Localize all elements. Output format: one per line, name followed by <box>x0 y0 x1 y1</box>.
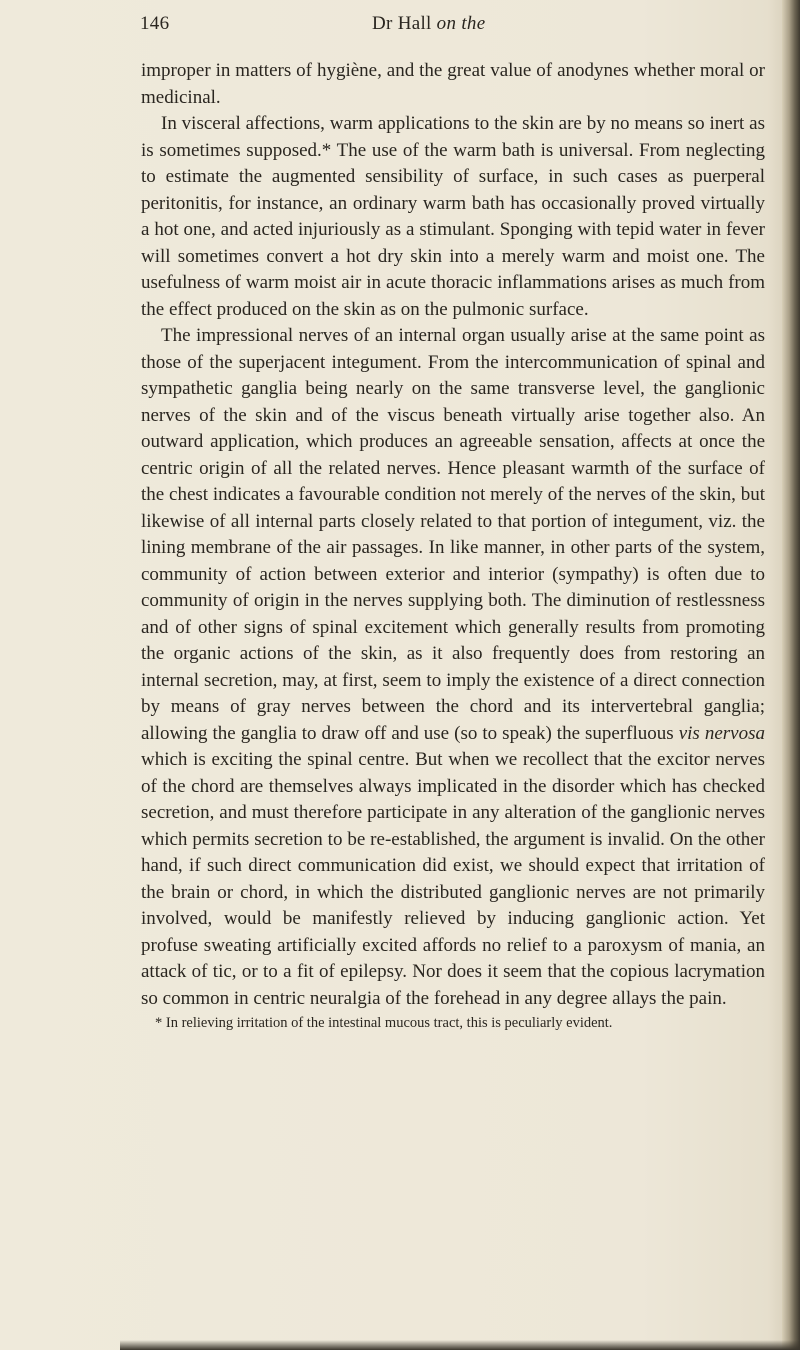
paragraph-1: improper in matters of hygiène, and the great value of anodynes whether moral or medicinal. <box>141 60 765 108</box>
vis-nervosa-italic: vis nervosa <box>678 722 765 744</box>
page-edge-shadow <box>782 0 800 1350</box>
body-text <box>141 58 765 1034</box>
paragraph-3 <box>141 323 765 1012</box>
paragraph-2: In visceral affections, warm applications to the skin are by no means so inert as is sometimes supposed.* The use of the warm bath is universal. From neglecting to estimate the augmented sensibility of surface, in such cases as puerperal peritonitis, for instance, an ordinary warm bath has occasionally proved virtually a hot one, and acted injuriously as a stimulant. Sponging with tepid water in fever will sometimes convert a hot dry skin into a merely warm and moist one. The usefulness of warm moist air in acute thoracic inflammations arises as much from the effect produced on the skin as on the pulmonic surface. <box>141 113 765 320</box>
page-header <box>140 13 760 43</box>
footnote: * In relieving irritation of the intestinal mucous tract, this is peculiarly evident. <box>155 1015 613 1031</box>
running-head-roman: Dr Hall <box>372 13 437 34</box>
running-head <box>372 13 485 35</box>
running-head-italic: on the <box>436 13 486 34</box>
paragraph-3-part-2: which is exciting the spinal centre. But when we recollect that the excitor nerves of the chord are themselves always implicated in the disorder which has checked secretion, and must therefore participate in any alteration of the ganglionic nerves which permits secretion to be re-established, the argument is invalid. On the other hand, if such direct communication did exist, we should expect that irritation of the brain or chord, in which the distributed ganglionic nerves are not primarily involved, would be manifestly relieved by inducing ganglionic action. Yet profuse sweating artificially excited affords no relief to a paroxysm of mania, an attack of tic, or to a fit of epilepsy. Nor does it seem that the copious lacrymation so common in centric neuralgia of the forehead in any degree allays the pain. <box>141 749 765 1009</box>
page-bottom-shadow <box>120 1340 800 1350</box>
page-number: 146 <box>140 13 170 34</box>
paragraph-3-part-1: The impressional nerves of an internal organ usually arise at the same point as those of the superjacent integument. From the intercommunication of spinal and sympathetic ganglia being nearly on the same transverse level, the ganglionic nerves of the skin and of the viscus beneath virtually arise together also. An outward application, which produces an agreeable sensation, affects at once the centric origin of all the related nerves. Hence pleasant warmth of the surface of the chest indicates a favourable condition not merely of the nerves of the skin, but likewise of all internal parts closely related to that portion of integument, viz. the lining membrane of the air passages. In like manner, in other parts of the system, community of action between exterior and interior (sympathy) is often due to community of origin in the nerves supplying both. The diminution of restlessness and of other signs of spinal excitement which generally results from promoting the organic actions of the skin, as it also frequently does from restoring an internal secretion, may, at first, seem to imply the existence of a direct connection by means of gray nerves between the chord and its intervertebral ganglia; allowing the ganglia to draw off and use (so to speak) the superfluous <box>141 325 765 744</box>
